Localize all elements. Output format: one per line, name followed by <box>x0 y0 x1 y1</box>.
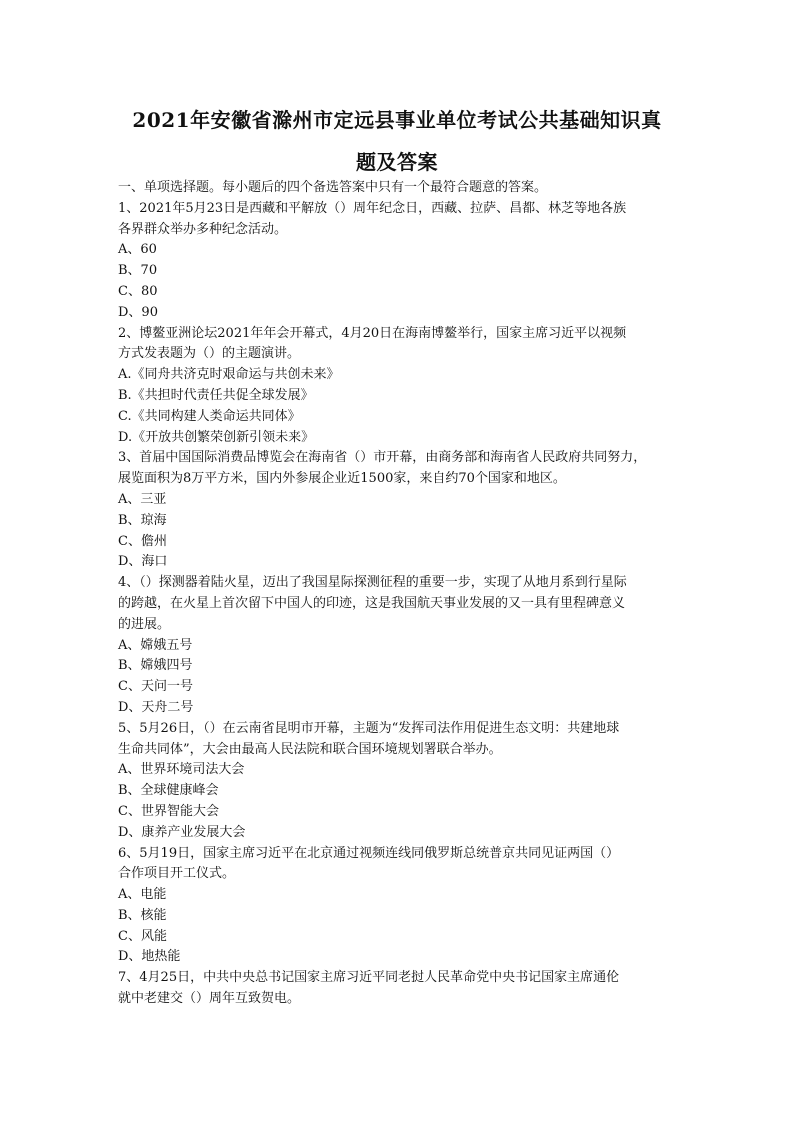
answer-option: B、核能 <box>118 907 167 923</box>
answer-option: A、60 <box>118 242 157 258</box>
question-text-line: 各界群众举办多种纪念活动。 <box>118 221 288 237</box>
answer-option: D、天舟二号 <box>118 699 194 715</box>
answer-option: A、嫦娥五号 <box>118 637 193 653</box>
answer-option: C、天问一号 <box>118 679 193 695</box>
answer-option: A、世界环境司法大会 <box>118 762 245 778</box>
question-list <box>118 178 688 1010</box>
answer-option: A、电能 <box>118 887 167 903</box>
document-title-line-1: 2021年安徽省滁州市定远县事业单位考试公共基础知识真 <box>132 108 662 132</box>
answer-option: D.《开放共创繁荣创新引领未来》 <box>118 429 315 445</box>
question-text-line: 7、4月25日，中共中央总书记国家主席习近平同老挝人民革命党中央书记国家主席通伦 <box>118 970 620 986</box>
question-text-line: 的进展。 <box>118 616 171 632</box>
answer-option: A.《同舟共济克时艰命运与共创未来》 <box>118 367 340 383</box>
question-text-line: 就中老建交（）周年互致贺电。 <box>118 991 301 1007</box>
answer-option: C、80 <box>118 283 158 299</box>
question-text-line: 生命共同体”，大会由最高人民法院和联合国环境规划署联合举办。 <box>118 741 502 757</box>
question-text-line: 1、2021年5月23日是西藏和平解放（）周年纪念日，西藏、拉萨、昌都、林芝等地各族 <box>118 200 627 216</box>
question-block <box>118 199 688 324</box>
answer-option: B、70 <box>118 263 158 279</box>
answer-option: B、全球健康峰会 <box>118 783 219 799</box>
answer-option: D、90 <box>118 304 158 320</box>
answer-option: C、风能 <box>118 928 167 944</box>
question-text-line: 合作项目开工仪式。 <box>118 866 236 882</box>
answer-option: B、嫦娥四号 <box>118 658 193 674</box>
answer-option: D、康养产业发展大会 <box>118 824 246 840</box>
document-title-line-2: 题及答案 <box>356 150 438 174</box>
question-text-line: 展览面积为8万平方米，国内外参展企业近1500家，来自约70个国家和地区。 <box>118 471 566 487</box>
question-block <box>118 448 688 573</box>
question-block <box>118 324 688 449</box>
answer-option: C、儋州 <box>118 533 167 549</box>
answer-option: B、琼海 <box>118 512 167 528</box>
answer-option: B.《共担时代责任共促全球发展》 <box>118 387 314 403</box>
question-block <box>118 719 688 844</box>
question-text-line: 4、（）探测器着陆火星，迈出了我国星际探测征程的重要一步，实现了从地月系到行星际 <box>118 575 627 591</box>
section-heading: 一、单项选择题。每小题后的四个备选答案中只有一个最符合题意的答案。 <box>118 180 548 195</box>
answer-option: D、海口 <box>118 554 168 570</box>
question-text-line: 3、首届中国国际消费品博览会在海南省（）市开幕，由商务部和海南省人民政府共同努力， <box>118 450 647 466</box>
question-text-line: 6、5月19日，国家主席习近平在北京通过视频连线同俄罗斯总统普京共同见证两国（） <box>118 845 620 861</box>
question-block <box>118 573 688 719</box>
question-block <box>118 844 688 969</box>
question-text-line: 2、博鳌亚洲论坛2021年年会开幕式，4月20日在海南博鳌举行，国家主席习近平以视频 <box>118 325 627 341</box>
question-text-line: 5、5月26日，（）在云南省昆明市开幕，主题为“发挥司法作用促进生态文明：共建地球 <box>118 720 620 736</box>
question-text-line: 的跨越，在火星上首次留下中国人的印迹，这是我国航天事业发展的又一具有里程碑意义 <box>118 595 626 611</box>
question-text-line: 方式发表题为（）的主题演讲。 <box>118 346 301 362</box>
answer-option: C、世界智能大会 <box>118 803 219 819</box>
answer-option: A、三亚 <box>118 491 167 507</box>
answer-option: D、地热能 <box>118 949 181 965</box>
answer-option: C.《共同构建人类命运共同体》 <box>118 408 301 424</box>
question-block <box>118 968 688 1010</box>
